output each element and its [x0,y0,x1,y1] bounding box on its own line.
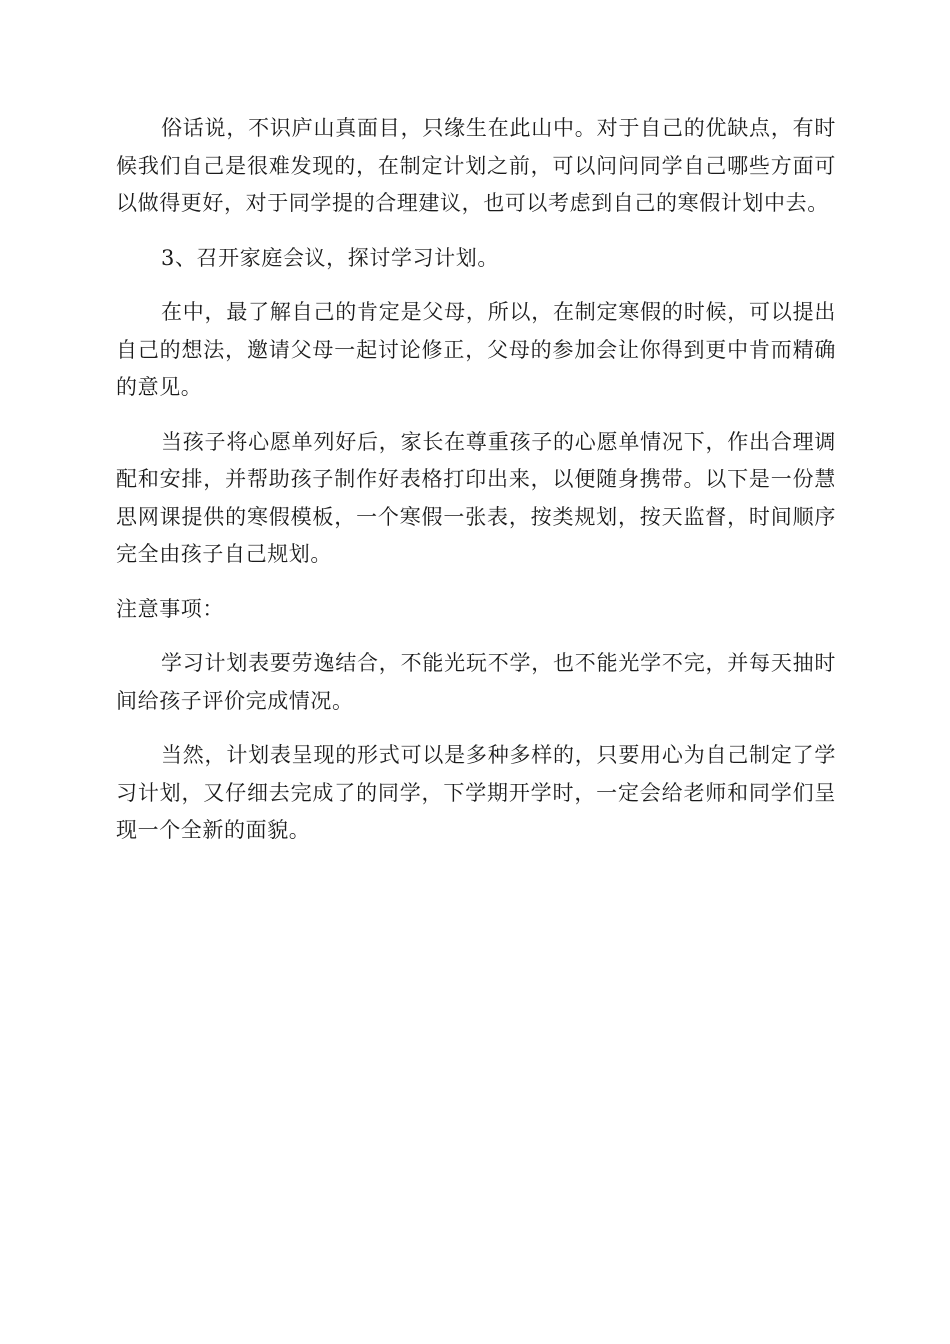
paragraph-wishlist: 当孩子将心愿单列好后，家长在尊重孩子的心愿单情况下，作出合理调配和安排，并帮助孩子制作好表格打印出来，以便随身携带。以下是一份慧思网课提供的寒假模板，一个寒假一张表，按类规划，按天监督，时间顺序完全由孩子自己规划。 [116,429,836,566]
notes-heading: 注意事项： [116,596,224,621]
paragraph-parents: 在中，最了解自己的肯定是父母，所以，在制定寒假的时候，可以提出自己的想法，邀请父母一起讨论修正，父母的参加会让你得到更中肯而精确的意见。 [116,300,836,399]
paragraph-conclusion: 当然，计划表呈现的形式可以是多种多样的，只要用心为自己制定了学习计划，又仔细去完成了的同学，下学期开学时，一定会给老师和同学们呈现一个全新的面貌。 [116,743,836,842]
paragraph-proverb: 俗话说，不识庐山真面目，只缘生在此山中。对于自己的优缺点，有时候我们自己是很难发现的，在制定计划之前，可以问问同学自己哪些方面可以做得更好，对于同学提的合理建议，也可以考虑到自己的寒假计划中去。 [116,116,836,215]
paragraph-balance: 学习计划表要劳逸结合，不能光玩不学，也不能光学不完，并每天抽时间给孩子评价完成情况。 [116,651,836,713]
document-body [116,110,836,867]
paragraph-step-3: 3、召开家庭会议，探讨学习计划。 [161,245,499,270]
